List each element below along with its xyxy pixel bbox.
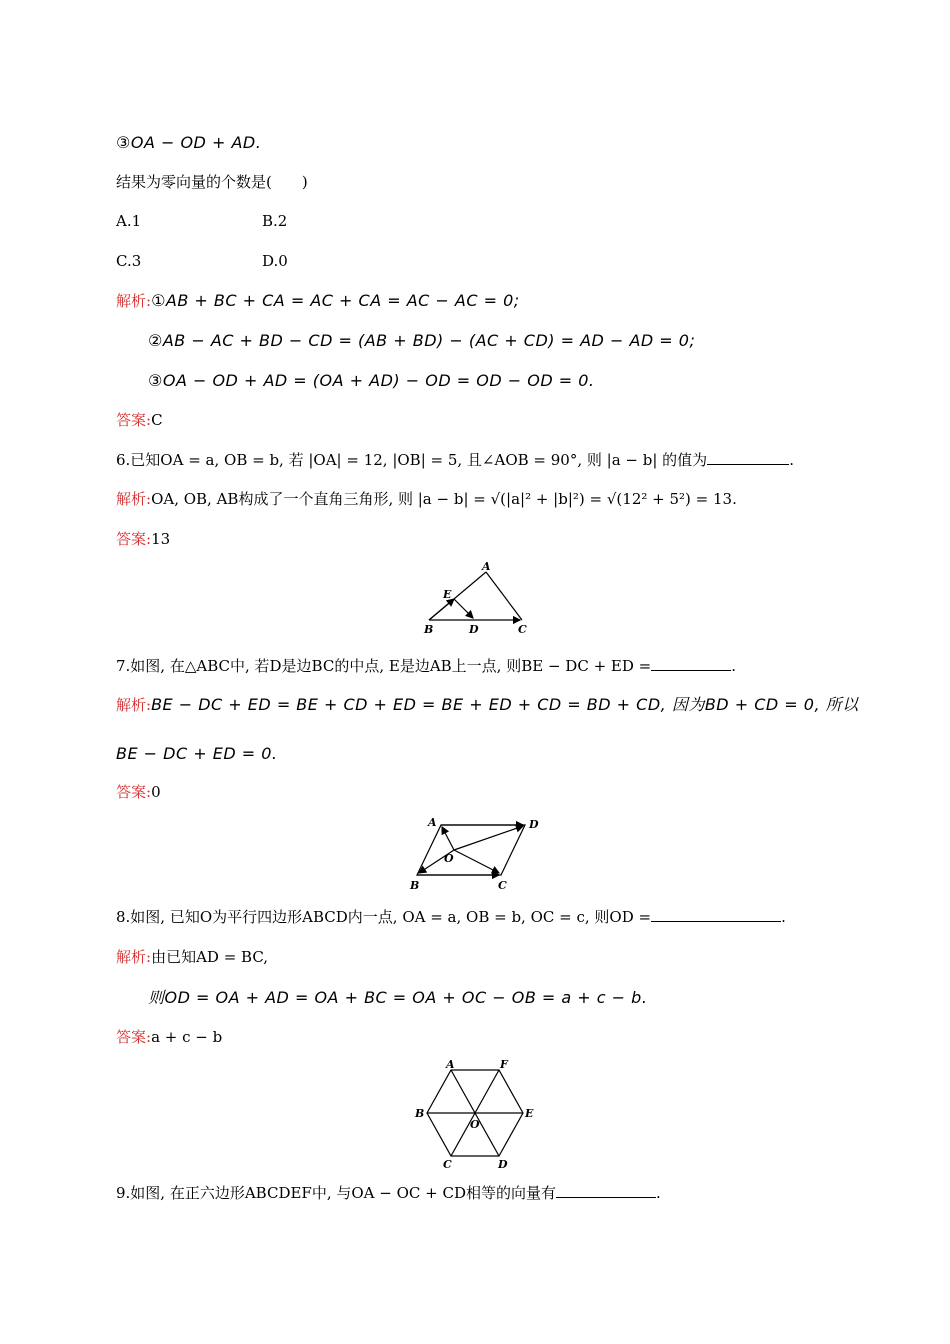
q6-answer-label: 答案:	[116, 530, 152, 548]
q8-question-end: .	[781, 908, 786, 926]
q8-label-a: A	[428, 816, 437, 829]
q5-analysis-3: ③OA − OD + AD = (OA + AD) − OD = OD − OD = 0.	[148, 371, 595, 390]
q8-analysis-label: 解析:	[116, 948, 152, 966]
q5-answer-line	[116, 409, 163, 431]
q8-question: 8.如图, 已知O为平行四边形ABCD内一点, OA = a, OB = b, OC = c, 则OD =	[116, 908, 652, 926]
q5-analysis-label: 解析:	[116, 292, 152, 310]
q7-side-ac	[486, 572, 522, 620]
q6-answer: 13	[151, 530, 171, 548]
q8-analysis-1: 由已知AD = BC,	[151, 948, 269, 966]
q5-question: 结果为零向量的个数是( )	[116, 173, 308, 191]
q9-answer-blank	[556, 1183, 656, 1198]
q6-analysis-line	[116, 488, 737, 510]
q5-analysis-2: ②AB − AC + BD − CD = (AB + BD) − (AC + CD) = AD − AD = 0;	[148, 331, 696, 350]
q7-label-d: D	[469, 623, 479, 636]
q5-option-b: B.2	[262, 212, 288, 230]
q8-parallelogram-outline	[417, 825, 525, 875]
q5-option-d: D.0	[262, 252, 288, 270]
q7-answer-line	[116, 781, 161, 803]
q9-hexagon-figure	[410, 1058, 540, 1174]
q6-question-end: .	[789, 451, 794, 469]
q9-question: 9.如图, 在正六边形ABCDEF中, 与OA − OC + CD相等的向量有	[116, 1184, 556, 1202]
q7-analysis-2: BE − DC + ED = 0.	[116, 744, 278, 763]
q5-analysis-1: ①AB + BC + CA = AC + CA = AC − AC = 0;	[151, 291, 520, 310]
q5-option-c: C.3	[116, 252, 142, 270]
q9-question-end: .	[656, 1184, 661, 1202]
q8-answer-blank	[651, 907, 781, 922]
q7-label-b: B	[424, 623, 434, 636]
q8-label-b: B	[410, 879, 420, 892]
q9-label-e: E	[525, 1107, 534, 1120]
q8-label-o: O	[444, 852, 454, 865]
q7-vector-ed	[454, 599, 473, 618]
q7-label-c: C	[518, 623, 527, 636]
q8-answer-label: 答案:	[116, 1028, 152, 1046]
q8-question-line	[116, 906, 786, 928]
q7-answer-blank	[651, 656, 731, 671]
q6-answer-blank	[707, 450, 789, 465]
q9-label-d: D	[498, 1158, 508, 1171]
q9-label-f: F	[500, 1058, 508, 1071]
q6-answer-line	[116, 528, 170, 550]
q7-answer: 0	[151, 783, 161, 801]
q7-answer-label: 答案:	[116, 783, 152, 801]
q9-question-line	[116, 1182, 661, 1204]
q7-analysis-1-line	[116, 694, 859, 716]
q6-question: 6.已知OA = a, OB = b, 若 |OA| = 12, |OB| = 5, 且∠AOB = 90°, 则 |a − b| 的值为	[116, 451, 708, 469]
q6-analysis: OA, OB, AB构成了一个直角三角形, 则 |a − b| = √(|a|² + |b|²) = √(12² + 5²) = 13.	[151, 490, 737, 508]
q7-question: 7.如图, 在△ABC中, 若D是边BC的中点, E是边AB上一点, 则BE − DC + ED =	[116, 657, 652, 675]
q5-item-3: ③OA − OD + AD.	[116, 133, 262, 152]
q7-question-line	[116, 655, 736, 677]
q7-triangle-figure	[410, 560, 535, 638]
q7-analysis-label: 解析:	[116, 696, 152, 714]
q7-label-e: E	[443, 588, 452, 601]
q8-analysis-2: 则OD = OA + AD = OA + BC = OA + OC − OB = a + c − b.	[148, 988, 648, 1007]
q8-parallelogram-figure	[405, 812, 545, 892]
q7-question-end: .	[731, 657, 736, 675]
q9-label-b: B	[415, 1107, 425, 1120]
q9-label-c: C	[443, 1158, 452, 1171]
q5-analysis-1-line	[116, 290, 520, 312]
q6-question-line	[116, 449, 794, 471]
q8-analysis-1-line	[116, 946, 268, 968]
q8-answer: a + c − b	[151, 1028, 223, 1046]
q8-label-c: C	[498, 879, 507, 892]
q7-label-a: A	[482, 560, 491, 573]
q6-analysis-label: 解析:	[116, 490, 152, 508]
q5-option-a: A.1	[116, 212, 142, 230]
q8-vector-oc	[454, 850, 499, 873]
q7-vector-be	[429, 599, 454, 620]
q7-analysis-1: BE − DC + ED = BE + CD + ED = BE + ED + CD = BD + CD, 因为BD + CD = 0, 所以	[151, 695, 859, 714]
q8-answer-line	[116, 1026, 222, 1048]
q5-answer: C	[151, 411, 163, 429]
q8-vector-od	[454, 826, 523, 850]
q8-label-d: D	[529, 818, 539, 831]
q5-answer-label: 答案:	[116, 411, 152, 429]
q8-vector-oa	[442, 827, 454, 850]
q9-label-o: O	[470, 1118, 480, 1131]
q9-label-a: A	[446, 1058, 455, 1071]
